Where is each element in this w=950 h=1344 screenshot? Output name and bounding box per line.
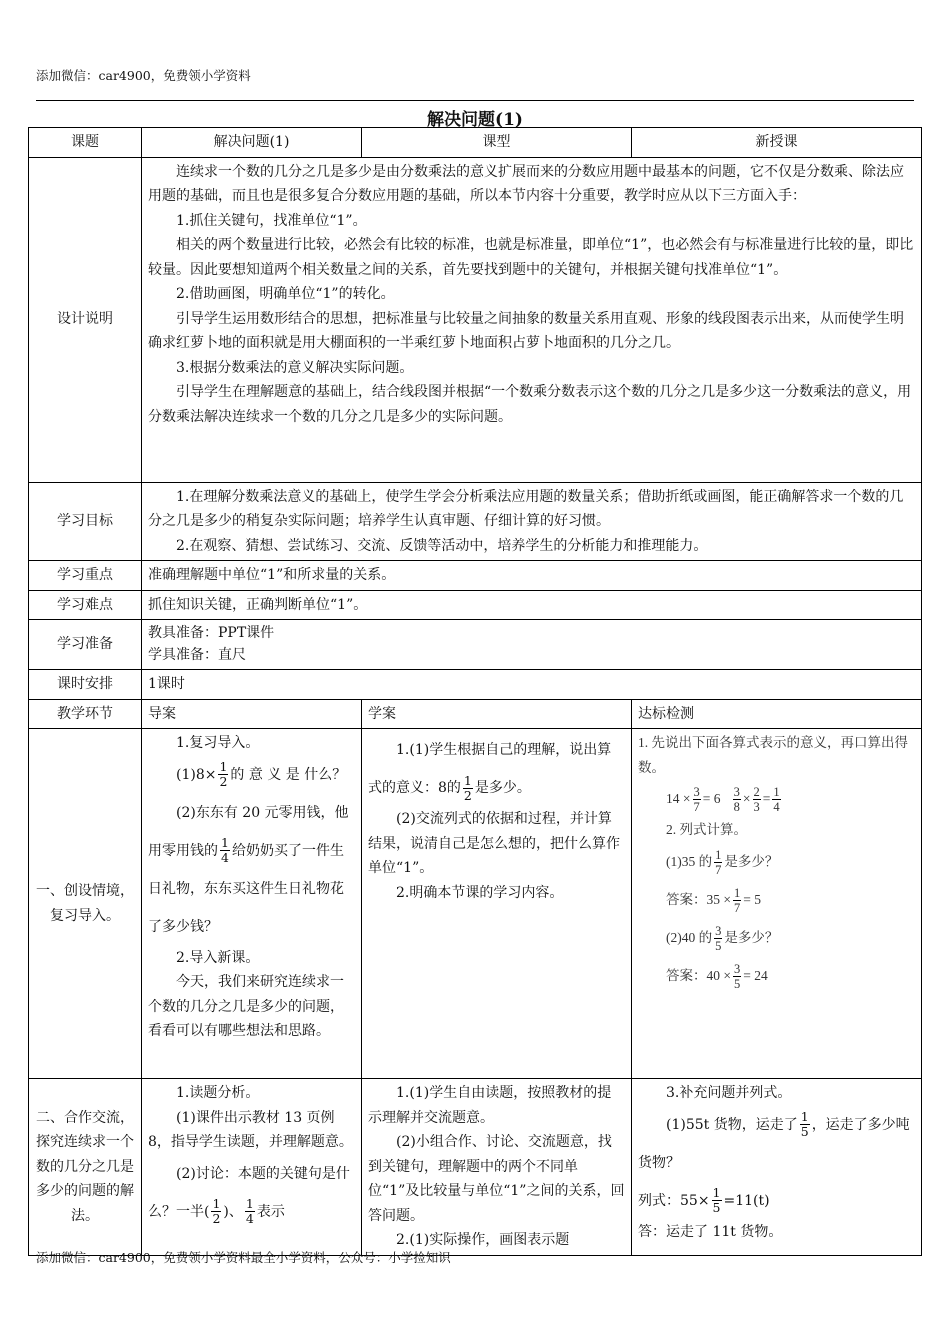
check-line: 2. 列式计算。	[666, 822, 747, 837]
stage2-label: 二、合作交流，探究连续求一个数的几分之几是多少的问题的解法。	[29, 1079, 142, 1256]
schedule-value: 1课时	[142, 670, 922, 700]
lesson-plan-table	[28, 127, 922, 1256]
schedule-label: 课时安排	[29, 670, 142, 700]
prep-line: 教具准备：PPT课件	[148, 625, 275, 641]
learn-line: 2.明确本节课的学习内容。	[396, 884, 564, 901]
goals-content	[142, 482, 922, 561]
design-content	[142, 157, 922, 482]
guide-line: (2)讨论：本题的关键句是什么？一半( $\frac{1}{2}$ )、 $\frac{1}{4}$ 表示	[148, 1165, 350, 1226]
goals-row	[29, 482, 922, 561]
header-rule	[36, 100, 914, 101]
focus-label: 学习重点	[29, 561, 142, 591]
topic-value: 解决问题(1)	[142, 128, 362, 158]
prep-content	[142, 620, 922, 670]
check-problem: (1)55t 货物，运走了 $\frac{1}{5}$ ，运走了多少吨货物？	[638, 1109, 910, 1171]
goals-label: 学习目标	[29, 482, 142, 561]
stage2-check	[632, 1079, 922, 1256]
stage1-learn	[362, 729, 632, 1079]
guide-question: (2)东东有 20 元零用钱，他用零用钱的 $\frac{1}{4}$ 给奶奶买了一件生日礼物，东东买这件生日礼物花了多少钱？	[148, 804, 349, 935]
stage1-check	[632, 729, 922, 1079]
design-para: 引导学生运用数形结合的思想，把标准量与比较量之间抽象的数量关系用直观、形象的线段图表示出来，从而使学生明确求红萝卜地的面积就是用大棚面积的一半乘红萝卜地面积占萝卜地面积的几分之几。	[148, 310, 904, 351]
page-title: 解决问题(1)	[427, 110, 523, 130]
focus-row	[29, 561, 922, 591]
guide-question: (1)8× $\frac{1}{2}$ 的 意 义 是 什么？	[176, 759, 347, 789]
check-answer: 答案：40 × $\frac{3}{5}$ = 24	[666, 961, 768, 991]
design-para: 连续求一个数的几分之几是多少是由分数乘法的意义扩展而来的分数应用题中最基本的问题，它不仅是分数乘、除法应用题的基础，而且也是很多复合分数应用题的基础，所以本节内容十分重要，教学时应从以下三方面入手：	[148, 163, 904, 204]
stage1-label: 一、创设情境，复习导入。	[29, 729, 142, 1079]
difficulty-label: 学习难点	[29, 590, 142, 620]
difficulty-value: 抓住知识关键，正确判断单位“1”。	[142, 590, 922, 620]
col-guide: 导案	[142, 699, 362, 729]
schedule-row	[29, 670, 922, 700]
learn-line: 1.(1)学生自由读题，按照教材的提示理解并交流题意。	[368, 1085, 612, 1126]
footer-note: 添加微信：car4900，免费领小学资料最全小学资料，公众号：小学捡知识	[36, 1250, 451, 1265]
col-learn: 学案	[362, 699, 632, 729]
topic-row	[29, 128, 922, 158]
check-line: 1. 先说出下面各算式表示的意义，再口算出得数。	[638, 735, 908, 775]
learn-line: (2)交流列式的依据和过程，并计算结果，说清自己是怎么想的，把什么算作单位“1”。	[368, 811, 620, 876]
difficulty-row	[29, 590, 922, 620]
stage2-guide	[142, 1079, 362, 1256]
goal-para: 1.在理解分数乘法意义的基础上，使学生学会分析乘法应用题的数量关系；借助折纸或画图，能正确解答求一个数的几分之几是多少的稍复杂实际问题；培养学生认真审题、仔细计算的好习惯。	[148, 488, 904, 529]
check-question: (2)40 的 $\frac{3}{5}$ 是多少？	[666, 923, 779, 953]
topic-label: 课题	[29, 128, 142, 158]
guide-line: 1.复习导入。	[176, 735, 260, 751]
design-para: 相关的两个数量进行比较，必然会有比较的标准，也就是标准量，即单位“1”，也必然会有与标准量进行比较的量，即比较量。因此要想知道两个相关数量之间的关系，首先要找到题中的关键句，并根据关键句找准单位“1”。	[148, 237, 914, 278]
design-para: 引导学生在理解题意的基础上，结合线段图并根据“一个数乘分数表示这个数的几分之几是多少这一分数乘法的意义，用分数乘法解决连续求一个数的几分之几是多少的实际问题。	[148, 384, 912, 425]
type-value: 新授课	[632, 128, 922, 158]
check-question: (1)35 的 $\frac{1}{7}$ 是多少？	[666, 847, 779, 877]
design-para: 2.借助画图，明确单位“1”的转化。	[176, 286, 395, 302]
col-check: 达标检测	[632, 699, 922, 729]
fraction-quarter: $\frac{1}{4}$	[221, 835, 229, 865]
check-answer: 答：运走了 11t 货物。	[638, 1223, 783, 1240]
stage2-row	[29, 1079, 922, 1256]
focus-value: 准确理解题中单位“1”和所求量的关系。	[142, 561, 922, 591]
stage1-guide	[142, 729, 362, 1079]
design-row	[29, 157, 922, 482]
check-formula: 列式：55× $\frac{1}{5}$ =11(t)	[638, 1185, 770, 1215]
check-line: 3.补充问题并列式。	[666, 1085, 792, 1101]
guide-line: 今天，我们来研究连续求一个数的几分之几是多少的问题，看看可以有哪些想法和思路。	[148, 974, 344, 1039]
goal-para: 2.在观察、猜想、尝试练习、交流、反馈等活动中，培养学生的分析能力和推理能力。	[176, 537, 708, 554]
prep-row	[29, 620, 922, 670]
design-label: 设计说明	[29, 157, 142, 482]
prep-line: 学具准备：直尺	[148, 647, 246, 663]
guide-line: 2.导入新课。	[176, 949, 260, 966]
fraction-half: $\frac{1}{2}$	[219, 759, 228, 789]
design-para: 3.根据分数乘法的意义解决实际问题。	[176, 359, 414, 376]
stage1-row	[29, 729, 922, 1079]
guide-line: (1)课件出示教材 13 页例 8，指导学生读题，并理解题意。	[148, 1109, 353, 1150]
design-para: 1.抓住关键句，找准单位“1”。	[176, 212, 367, 229]
check-equations: 14 × $\frac{3}{7}$ = 6 $\frac{3}{8}$ × $\frac{2}{3}$ = $\frac{1}{4}$	[666, 785, 780, 815]
prep-label: 学习准备	[29, 620, 142, 670]
learn-line: (2)小组合作、讨论、交流题意，找到关键句，理解题中的两个不同单位“1”及比较量与单位“1”之间的关系，回答问题。	[368, 1134, 625, 1224]
fraction-half: $\frac{1}{2}$	[463, 772, 472, 803]
check-answer: 答案：35 × $\frac{1}{7}$ = 5	[666, 885, 761, 915]
columns-header-row	[29, 699, 922, 729]
stage2-learn	[362, 1079, 632, 1256]
learn-line: 2.(1)实际操作，画图表示题	[396, 1232, 570, 1248]
type-label: 课型	[362, 128, 632, 158]
col-stage: 教学环节	[29, 699, 142, 729]
learn-line: 1.(1)学生根据自己的理解，说出算式的意义：8的 $\frac{1}{2}$ 是多少。	[368, 742, 612, 803]
guide-line: 1.读题分析。	[176, 1085, 260, 1101]
header-note: 添加微信：car4900，免费领小学资料	[36, 68, 251, 83]
